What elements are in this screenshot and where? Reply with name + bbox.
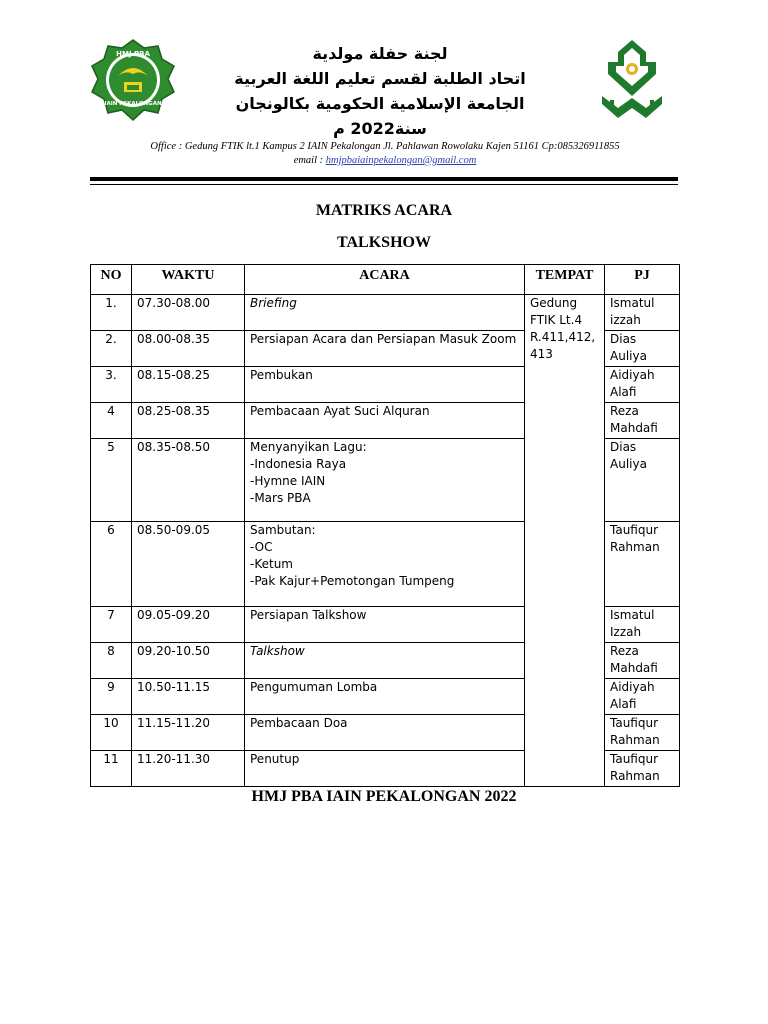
row-pj-cell: Dias Auliya (605, 439, 680, 522)
row-pj-cell: Reza Mahdafi (605, 403, 680, 439)
email-link[interactable]: hmjpbaiainpekalongan@gmail.com (325, 155, 477, 166)
row-acara-cell: Persiapan Acara dan Persiapan Masuk Zoom (245, 331, 525, 367)
header-pj: PJ (605, 265, 680, 295)
row-no-cell: 11 (91, 751, 132, 787)
document-subtitle: TALKSHOW (337, 234, 431, 251)
row-waktu-cell: 08.15-08.25 (132, 367, 245, 403)
logo-bottom-text: IAIN PEKALONGAN (104, 101, 162, 107)
arabic-line-3: الجامعة الإسلامية الحكومية بكالونجان (235, 94, 525, 113)
row-no-cell: 2. (91, 331, 132, 367)
table-row (91, 295, 680, 331)
row-waktu-cell: 07.30-08.00 (132, 295, 245, 331)
header-divider-thin (90, 184, 678, 185)
row-no-cell: 1. (91, 295, 132, 331)
row-no-cell: 9 (91, 679, 132, 715)
email-label: email : (293, 155, 324, 166)
row-acara-cell: Sambutan: -OC -Ketum -Pak Kajur+Pemotongan Tumpeng (245, 522, 525, 607)
row-pj-cell: Taufiqur Rahman (605, 715, 680, 751)
header-tempat: TEMPAT (525, 265, 605, 295)
row-waktu-cell: 11.20-11.30 (132, 751, 245, 787)
row-acara-cell: Pembacaan Ayat Suci Alquran (245, 403, 525, 439)
row-acara-cell: Pembukan (245, 367, 525, 403)
arabic-line-4: سنة2022 م (333, 119, 427, 138)
row-waktu-cell: 08.35-08.50 (132, 439, 245, 522)
row-pj-cell: Dias Auliya (605, 331, 680, 367)
document-title: MATRIKS ACARA (315, 202, 453, 219)
tempat-cell: Gedung FTIK Lt.4 R.411,412, 413 (525, 295, 605, 787)
hmj-pba-logo (88, 38, 178, 128)
row-waktu-cell: 09.20-10.50 (132, 643, 245, 679)
row-waktu-cell: 08.00-08.35 (132, 331, 245, 367)
row-acara-cell: Briefing (245, 295, 525, 331)
row-no-cell: 6 (91, 522, 132, 607)
row-pj-cell: Ismatul izzah (605, 295, 680, 331)
row-acara-cell: Persiapan Talkshow (245, 607, 525, 643)
row-acara-cell: Pembacaan Doa (245, 715, 525, 751)
arabic-line-1: لجنة حفلة مولدية (312, 44, 448, 63)
row-waktu-cell: 08.50-09.05 (132, 522, 245, 607)
arabic-line-2: اتحاد الطلبة لقسم تعليم اللغة العربية (234, 69, 526, 88)
row-pj-cell: Taufiqur Rahman (605, 751, 680, 787)
logo-top-text: HMJ PBA (116, 50, 150, 58)
row-waktu-cell: 11.15-11.20 (132, 715, 245, 751)
row-acara-cell: Penutup (245, 751, 525, 787)
row-waktu-cell: 10.50-11.15 (132, 679, 245, 715)
office-address: Office : Gedung FTIK lt.1 Kampus 2 IAIN Pekalongan Jl. Pahlawan Rowolaku Kajen 51161 Cp:085326911855 (150, 141, 620, 152)
row-no-cell: 10 (91, 715, 132, 751)
row-acara-cell: Talkshow (245, 643, 525, 679)
footer-text: HMJ PBA IAIN PEKALONGAN 2022 (251, 788, 517, 805)
header-waktu: WAKTU (132, 265, 245, 295)
row-pj-cell: Taufiqur Rahman (605, 522, 680, 607)
email-line (90, 154, 680, 167)
header-no: NO (91, 265, 132, 295)
row-no-cell: 8 (91, 643, 132, 679)
row-no-cell: 4 (91, 403, 132, 439)
row-pj-cell: Aidiyah Alafi (605, 679, 680, 715)
row-acara-cell: Menyanyikan Lagu: -Indonesia Raya -Hymne IAIN -Mars PBA (245, 439, 525, 522)
row-waktu-cell: 09.05-09.20 (132, 607, 245, 643)
row-pj-cell: Reza Mahdafi (605, 643, 680, 679)
header-divider-thick (90, 177, 678, 181)
row-acara-cell: Pengumuman Lomba (245, 679, 525, 715)
row-waktu-cell: 08.25-08.35 (132, 403, 245, 439)
schedule-table (90, 264, 680, 787)
row-no-cell: 3. (91, 367, 132, 403)
row-no-cell: 5 (91, 439, 132, 522)
row-pj-cell: Aidiyah Alafi (605, 367, 680, 403)
header-acara: ACARA (245, 265, 525, 295)
row-no-cell: 7 (91, 607, 132, 643)
iain-logo (598, 38, 666, 124)
table-header-row (91, 265, 680, 295)
row-pj-cell: Ismatul Izzah (605, 607, 680, 643)
